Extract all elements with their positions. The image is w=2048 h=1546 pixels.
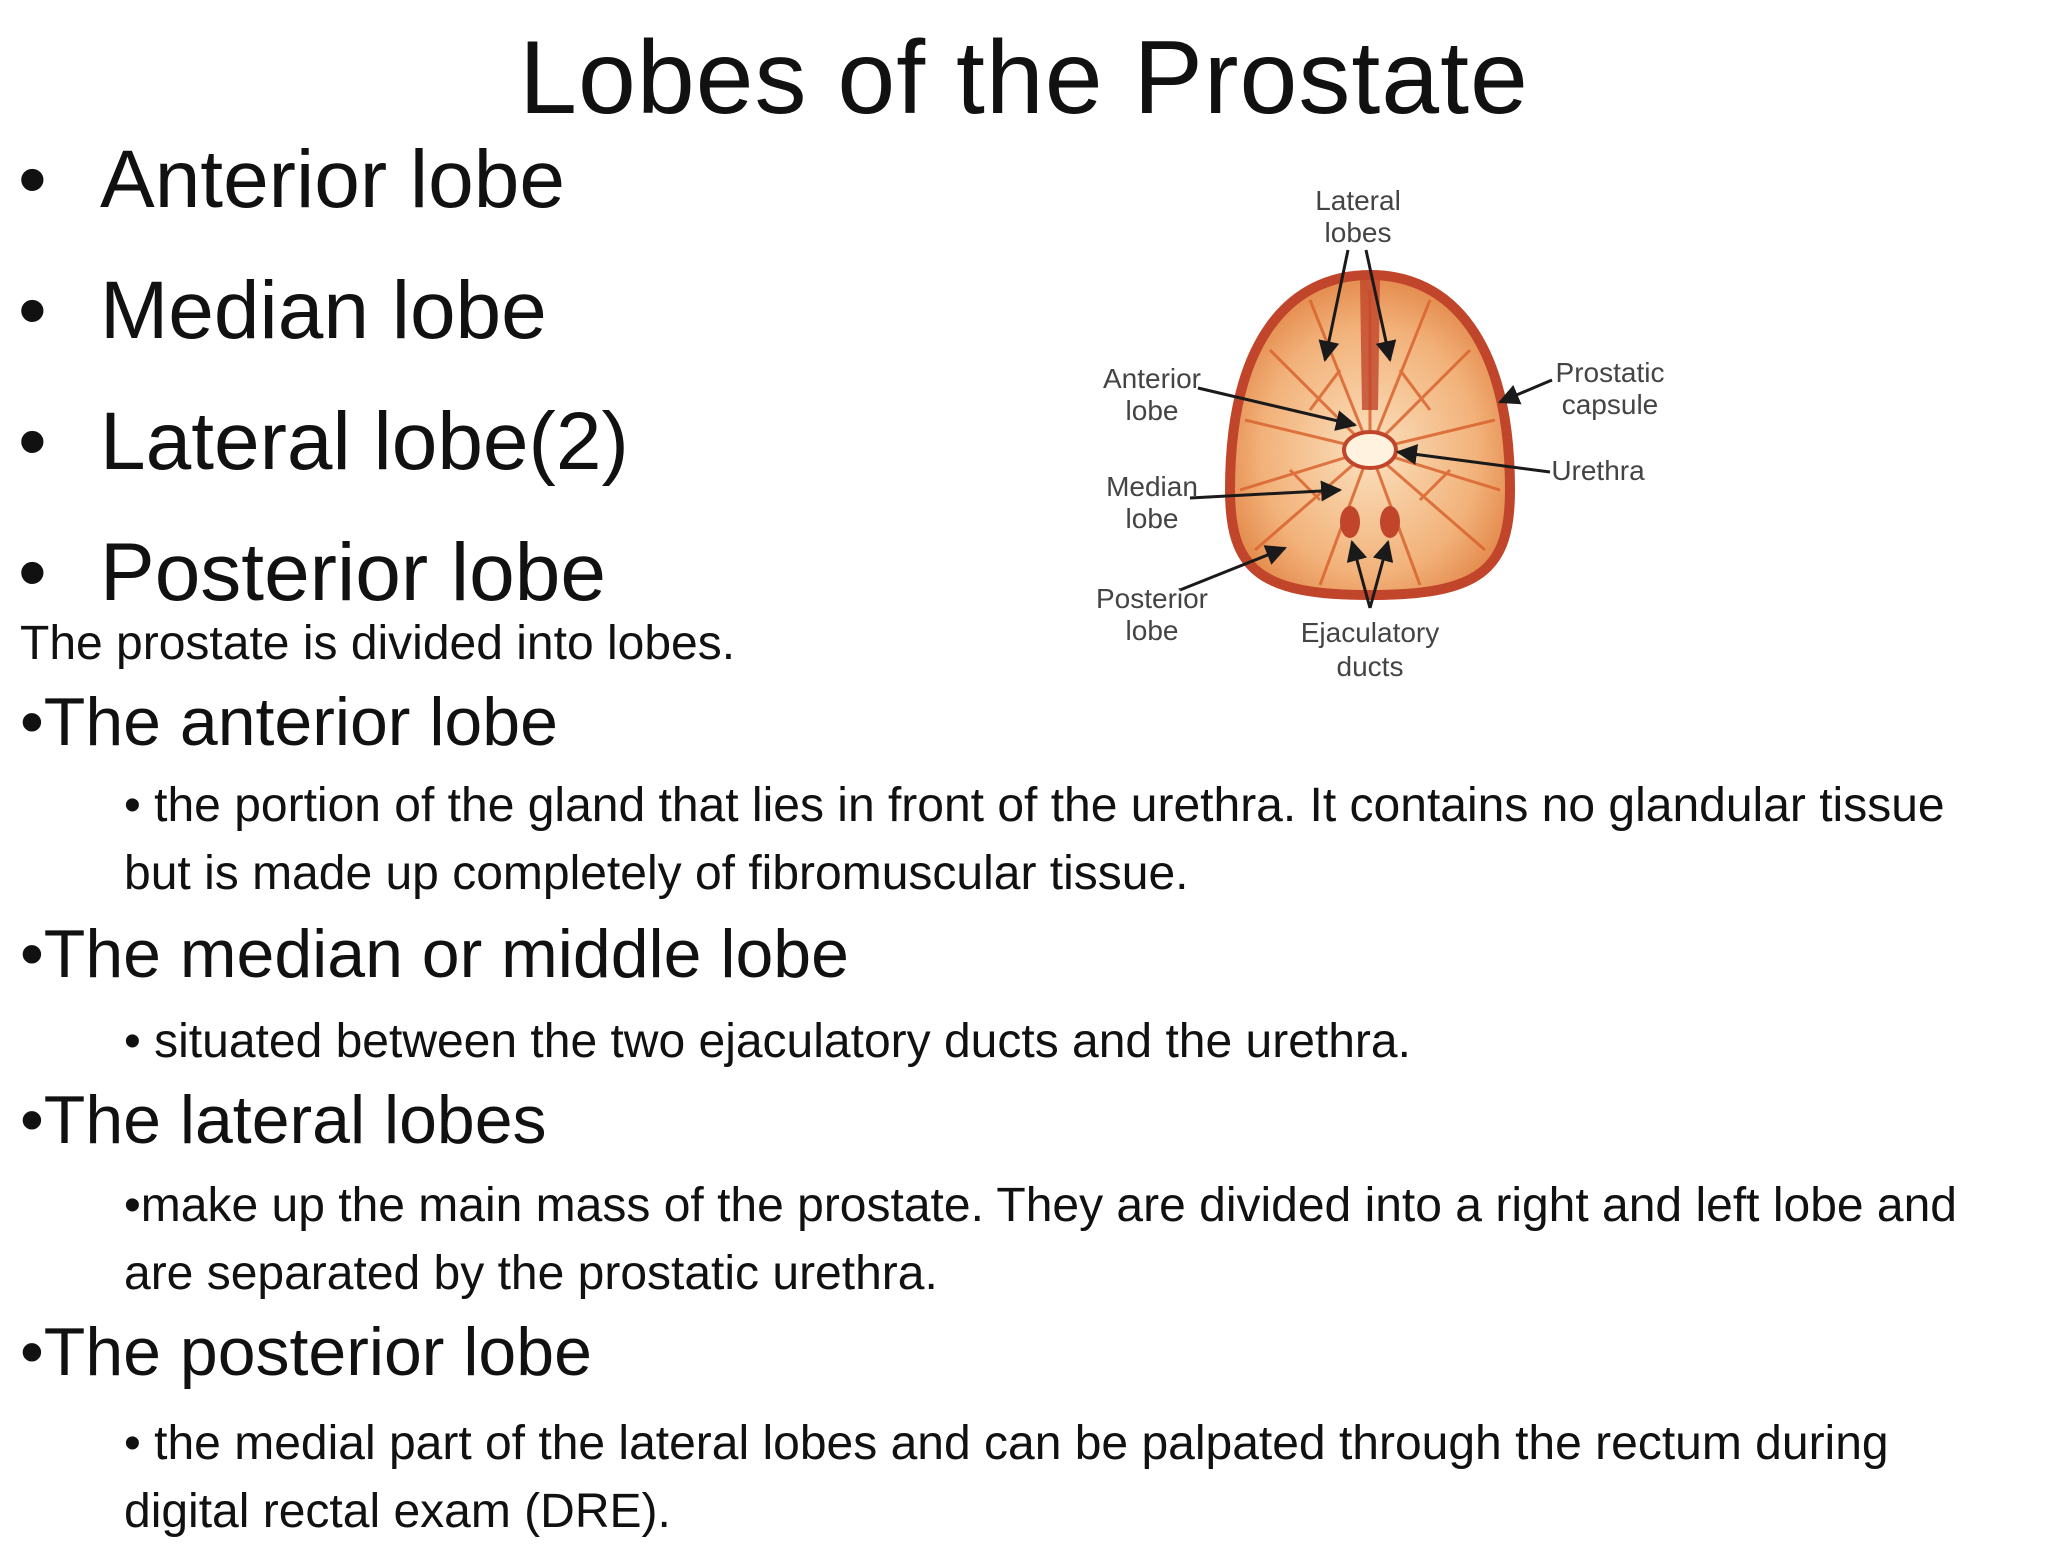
lobe-list-item-label: Median lobe: [100, 265, 547, 356]
section-heading-median: •The median or middle lobe: [20, 916, 849, 992]
gland-cross-section: [1230, 275, 1510, 595]
arrow-capsule: [1500, 380, 1552, 402]
bullet: •: [18, 134, 47, 225]
label-posterior-2: lobe: [1125, 615, 1179, 646]
lobe-list-item: [18, 394, 629, 525]
slide-title: Lobes of the Prostate: [519, 20, 1529, 136]
lobe-list-item: [18, 263, 629, 394]
lobe-list-item-label: Lateral lobe(2): [100, 396, 629, 487]
section-body-posterior: • the medial part of the lateral lobes and can be palpated through the rectum during digital rectal exam (DRE).: [124, 1417, 1889, 1538]
section-heading-posterior: •The posterior lobe: [20, 1314, 592, 1390]
lobe-list-item: [18, 132, 629, 263]
urethra-lumen: [1344, 432, 1396, 468]
label-anterior-2: lobe: [1125, 395, 1179, 426]
label-median-2: lobe: [1125, 503, 1179, 534]
section-body-lateral: •make up the main mass of the prostate. They are divided into a right and left lobe and are separated by the prostatic urethra.: [124, 1179, 1957, 1300]
prostate-diagram: [1080, 150, 1680, 710]
label-capsule-1: Prostatic: [1555, 357, 1665, 388]
section-heading-lateral: •The lateral lobes: [20, 1082, 547, 1158]
label-capsule-2: capsule: [1561, 389, 1659, 420]
section-body-anterior: • the portion of the gland that lies in front of the urethra. It contains no glandular tissue but is made up completely of fibromuscular tissue.: [124, 779, 1945, 900]
lobe-list-item-label: Anterior lobe: [100, 134, 565, 225]
bullet: •: [18, 527, 47, 618]
lobe-list: [18, 132, 629, 656]
label-anterior-1: Anterior: [1102, 363, 1202, 394]
label-lateral-1: Lateral: [1315, 185, 1401, 216]
section-heading-anterior: •The anterior lobe: [20, 684, 558, 760]
bullet: •: [18, 265, 47, 356]
bullet: •: [18, 396, 47, 487]
label-urethra: Urethra: [1551, 455, 1645, 486]
label-median-1: Median: [1106, 471, 1198, 502]
label-ducts-2: ducts: [1336, 651, 1404, 682]
intro-text: The prostate is divided into lobes.: [20, 617, 736, 670]
ejaculatory-duct-left: [1340, 506, 1360, 538]
label-lateral-2: lobes: [1324, 217, 1392, 248]
section-body-median: • situated between the two ejaculatory ducts and the urethra.: [124, 1015, 1411, 1068]
label-posterior-1: Posterior: [1095, 583, 1209, 614]
ejaculatory-duct-right: [1380, 506, 1400, 538]
label-ducts-1: Ejaculatory: [1300, 617, 1440, 648]
lobe-list-item-label: Posterior lobe: [100, 527, 606, 618]
